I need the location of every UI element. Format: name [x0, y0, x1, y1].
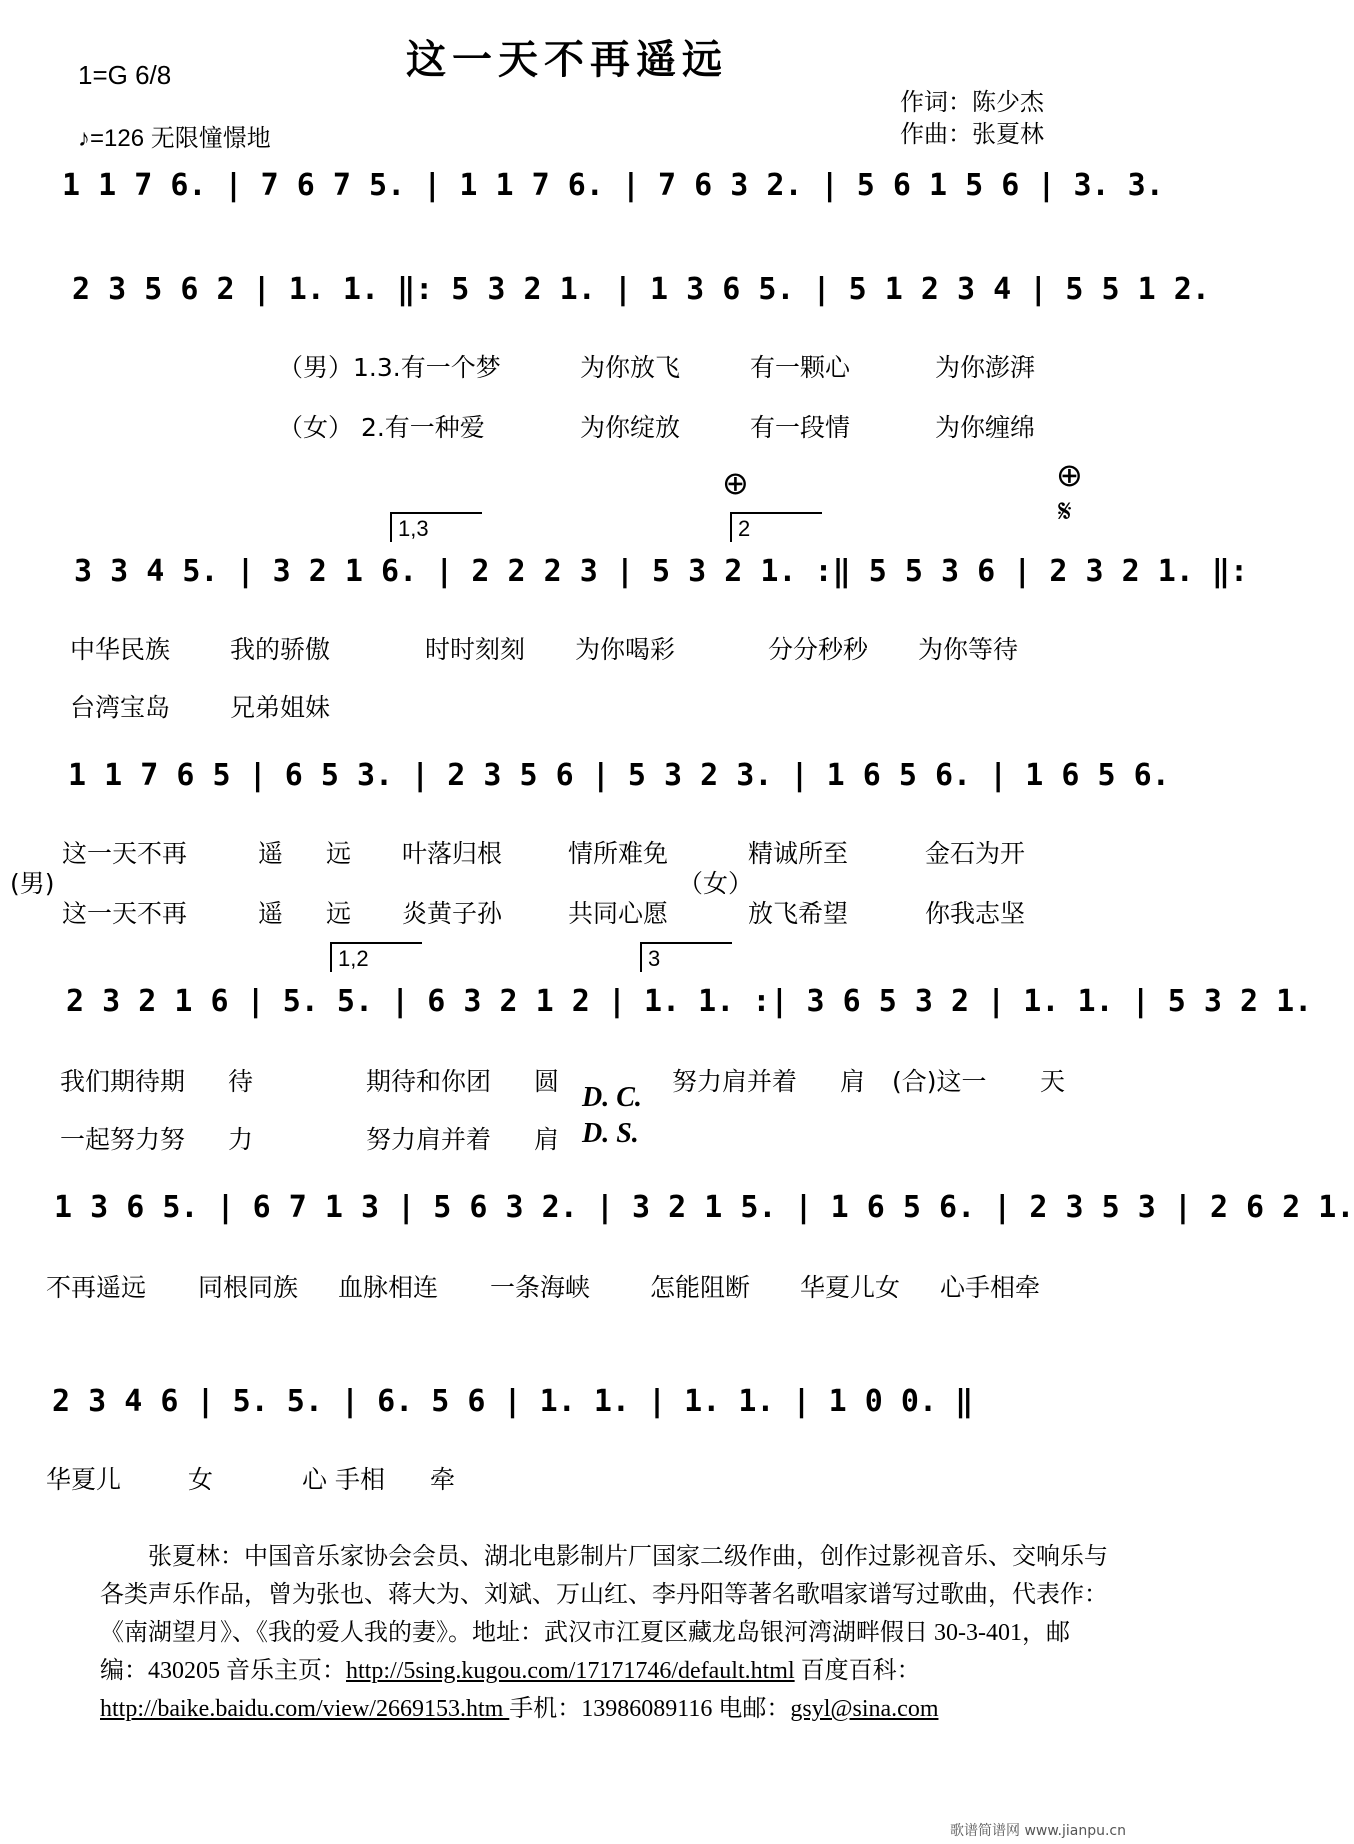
lyric-line: 我们期待期: [60, 1067, 186, 1096]
segno-icon: 𝄋: [1058, 492, 1072, 530]
lyric-line: 金石为开: [925, 839, 1026, 868]
composer-bio: 张夏林：中国音乐家协会会员、湖北电影制片厂国家二级作曲，创作过影视音乐、交响乐与各类声乐作品，曾为张也、蒋大为、刘斌、万山红、李丹阳等著名歌唱家谱写过歌曲，代表作：《南湖望月》、《我的爱人我的妻》。地址：武汉市江夏区藏龙岛银河湾湖畔假日 30-3-401，邮编：430205 音乐主页：http://5sing.kugou.com/17171746/default.html 百度百科：http://baike.baidu.com/view/2669153.htm 手机：13986089116 电邮：gsyl@sina.com: [100, 1544, 1108, 1722]
lyric-line: 女: [188, 1465, 214, 1494]
lyric-line: 牵: [430, 1465, 456, 1494]
lyric-line: 不再遥远: [46, 1273, 147, 1302]
lyric-line: 远: [326, 899, 352, 928]
lyric-line: 分分秒秒: [768, 635, 869, 664]
lyric-line: 力: [228, 1125, 254, 1154]
lyric-line: 待: [228, 1067, 254, 1096]
lyric-line: 我的骄傲: [230, 635, 331, 664]
lyric-line: 兄弟姐妹: [230, 693, 331, 722]
lyric-line: 血脉相连: [338, 1273, 439, 1302]
volta-bracket: 3: [640, 942, 732, 972]
lyric-line: 有一段情: [750, 413, 851, 442]
lyric-line: 心手相牵: [940, 1273, 1041, 1302]
lyric-line: 精诚所至: [748, 839, 849, 868]
composer-credit: 作曲：张夏林: [900, 120, 1044, 148]
lyric-line: 为你绽放: [580, 413, 681, 442]
lyric-line: (合)这一: [892, 1067, 987, 1096]
lyric-line: 遥: [258, 899, 284, 928]
da-capo-mark: D. C.: [582, 1082, 642, 1113]
email-link[interactable]: gsyl@sina.com: [790, 1696, 939, 1722]
score-row-2: 2 3 5 6 2 | 1. 1. ‖: 5 3 2 1. | 1 3 6 5. | 5 1 2 3 4 | 5 5 1 2.: [72, 272, 1210, 307]
lyric-line: 天: [1040, 1067, 1066, 1096]
watermark: 歌谱简谱网 www.jianpu.cn: [950, 1823, 1126, 1839]
lyric-line: 这一天不再: [62, 899, 188, 928]
lyric-line: 共同心愿: [568, 899, 669, 928]
lyric-line: 心 手相: [302, 1465, 385, 1494]
coda-icon: ⊕: [1056, 456, 1083, 494]
lyric-line: 一起努力努: [60, 1125, 186, 1154]
volta-bracket: 2: [730, 512, 822, 542]
key-signature: 1=G 6/8: [78, 60, 172, 90]
page-title: 这一天不再遥远: [406, 37, 728, 83]
lyric-line: 放飞希望: [748, 899, 849, 928]
lyric-line: 为你澎湃: [935, 353, 1036, 382]
lyric-line: 为你喝彩: [575, 635, 676, 664]
tempo-marking: ♪=126 无限憧憬地: [78, 125, 271, 152]
dal-segno-mark: D. S.: [582, 1118, 639, 1149]
score-row-5: 2 3 2 1 6 | 5. 5. | 6 3 2 1 2 | 1. 1. :| 3 6 5 3 2 | 1. 1. | 5 3 2 1.: [66, 984, 1313, 1019]
lyric-line: 炎黄子孙: [402, 899, 503, 928]
lyric-line: 有一颗心: [750, 353, 851, 382]
baike-link[interactable]: http://baike.baidu.com/view/2669153.htm: [100, 1696, 510, 1722]
volta-bracket: 1,3: [390, 512, 482, 542]
score-row-7: 2 3 4 6 | 5. 5. | 6. 5 6 | 1. 1. | 1. 1. | 1 0 0. ‖: [52, 1384, 974, 1419]
score-row-1: 1 1 7 6. | 7 6 7 5. | 1 1 7 6. | 7 6 3 2. | 5 6 1 5 6 | 3. 3.: [62, 168, 1164, 203]
lyric-line: （男）1.3.有一个梦: [278, 353, 501, 382]
lyricist-credit: 作词：陈少杰: [900, 88, 1044, 116]
lyric-voice-label: （女）: [678, 869, 754, 898]
lyric-line: 华夏儿女: [800, 1273, 901, 1302]
score-row-3: 3 3 4 5. | 3 2 1 6. | 2 2 2 3 | 5 3 2 1. :‖ 5 5 3 6 | 2 3 2 1. ‖:: [74, 554, 1248, 589]
volta-bracket: 1,2: [330, 942, 422, 972]
lyric-line: 期待和你团: [366, 1067, 492, 1096]
score-row-4: 1 1 7 6 5 | 6 5 3. | 2 3 5 6 | 5 3 2 3. | 1 6 5 6. | 1 6 5 6.: [68, 758, 1170, 793]
lyric-line: 华夏儿: [46, 1465, 122, 1494]
lyric-line: 时时刻刻: [425, 635, 526, 664]
lyric-line: 为你放飞: [580, 353, 681, 382]
lyric-line: 努力肩并着: [366, 1125, 492, 1154]
lyric-line: 为你等待: [918, 635, 1019, 664]
coda-icon: ⊕: [722, 464, 749, 502]
lyric-line: 努力肩并着: [672, 1067, 798, 1096]
lyric-line: （女） 2.有一种爱: [278, 413, 485, 442]
lyric-line: 同根同族: [198, 1273, 299, 1302]
lyric-line: 中华民族: [70, 635, 171, 664]
lyric-line: 遥: [258, 839, 284, 868]
lyric-line: 台湾宝岛: [70, 693, 171, 722]
lyric-line: 怎能阻断: [650, 1273, 751, 1302]
lyric-line: 叶落归根: [402, 839, 503, 868]
lyric-line: 圆: [534, 1067, 560, 1096]
lyric-line: 肩: [840, 1067, 866, 1096]
music-homepage-link[interactable]: http://5sing.kugou.com/17171746/default.html: [346, 1658, 795, 1684]
lyric-line: 你我志坚: [925, 899, 1026, 928]
lyric-line: 为你缠绵: [935, 413, 1036, 442]
lyric-line: 一条海峡: [490, 1273, 591, 1302]
lyric-line: 情所难免: [568, 839, 669, 868]
lyric-line: 这一天不再: [62, 839, 188, 868]
lyric-line: 肩: [534, 1125, 560, 1154]
lyric-voice-label: (男): [10, 869, 55, 898]
score-row-6: 1 3 6 5. | 6 7 1 3 | 5 6 3 2. | 3 2 1 5. | 1 6 5 6. | 2 3 5 3 | 2 6 2 1.: [54, 1190, 1354, 1225]
lyric-line: 远: [326, 839, 352, 868]
